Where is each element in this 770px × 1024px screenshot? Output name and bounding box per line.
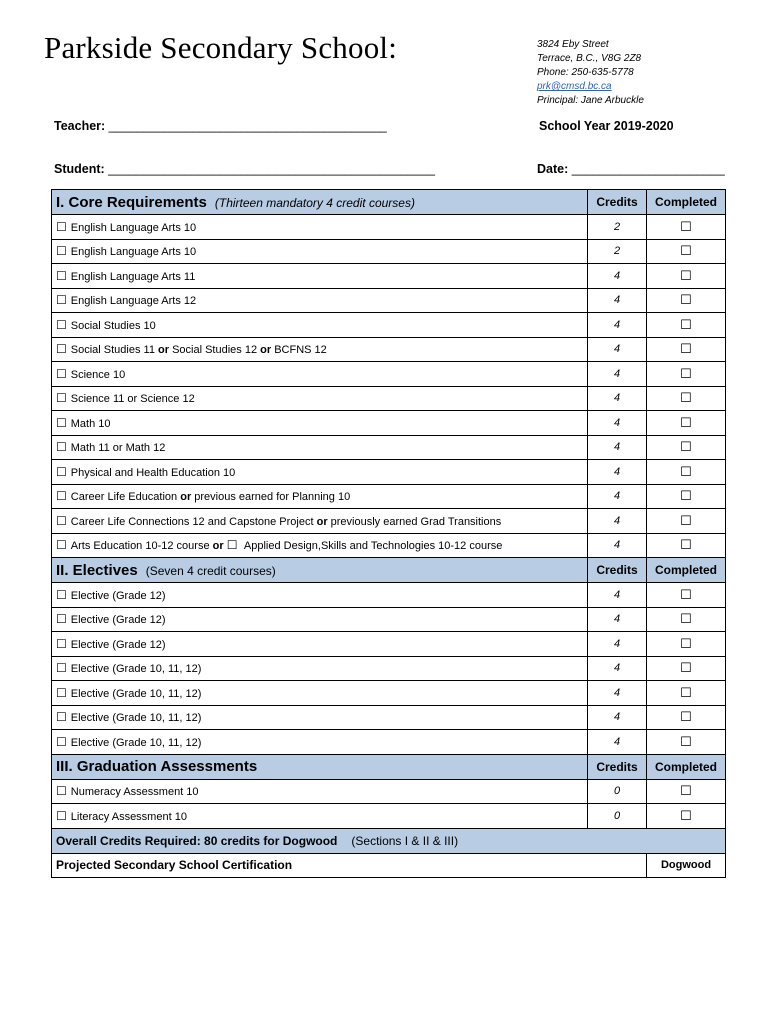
course-row [52, 730, 726, 755]
course-name-a: Career Life Connections 12 and Capstone Project [70, 515, 317, 528]
completed-checkbox[interactable]: ☐ [680, 537, 692, 553]
course-checkbox[interactable]: ☐ [56, 415, 67, 430]
course-name-b: Social Studies 12 [169, 344, 261, 357]
course-checkbox[interactable]: ☐ [56, 784, 67, 799]
section-title: III. Graduation Assessments [56, 758, 258, 775]
credits-value: 4 [588, 533, 647, 558]
course-row [52, 484, 726, 509]
overall-note: (Sections I & II & III) [351, 833, 459, 848]
section-header-electives [52, 558, 726, 583]
course-row [52, 705, 726, 730]
credits-value: 4 [588, 362, 647, 387]
completed-checkbox[interactable]: ☐ [680, 218, 692, 234]
course-name: English Language Arts 12 [70, 295, 197, 308]
course-name: Elective (Grade 10, 11, 12) [70, 687, 202, 700]
course-name-a: Career Life Education [70, 491, 181, 504]
teacher-field [54, 119, 387, 133]
completed-cell [647, 730, 726, 755]
completed-checkbox[interactable]: ☐ [680, 365, 692, 381]
section-note: (Thirteen mandatory 4 credit courses) [214, 195, 415, 210]
section-title: II. Electives [56, 561, 138, 579]
alt-course-checkbox[interactable]: ☐ [226, 538, 238, 553]
course-checkbox[interactable]: ☐ [56, 391, 67, 406]
course-checkbox[interactable]: ☐ [56, 244, 67, 259]
or-word: or [316, 515, 328, 528]
course-row [52, 804, 726, 829]
course-cell [52, 779, 588, 804]
completed-cell [647, 313, 726, 338]
completed-cell [647, 264, 726, 289]
course-cell [52, 804, 588, 829]
completed-checkbox[interactable]: ☐ [680, 439, 692, 455]
credits-value: 0 [588, 779, 647, 804]
date-line[interactable]: ______________________ [571, 162, 725, 176]
course-checkbox[interactable]: ☐ [56, 293, 67, 308]
course-cell [52, 362, 588, 387]
completed-cell [647, 362, 726, 387]
course-checkbox[interactable]: ☐ [56, 440, 67, 455]
completed-checkbox[interactable]: ☐ [680, 488, 692, 504]
course-checkbox[interactable]: ☐ [56, 366, 67, 381]
course-cell [52, 681, 588, 706]
completed-checkbox[interactable]: ☐ [680, 660, 692, 676]
projected-row [52, 853, 726, 878]
course-row [52, 607, 726, 632]
section-title-cell [52, 754, 588, 779]
address-line-2: Terrace, B.C., V8G 2Z8 [537, 53, 642, 64]
or-word: or [260, 344, 272, 357]
credits-value: 4 [588, 656, 647, 681]
credits-value: 4 [588, 705, 647, 730]
course-cell [52, 264, 588, 289]
course-cell [52, 386, 588, 411]
completed-checkbox[interactable]: ☐ [680, 292, 692, 308]
date-field [537, 162, 725, 176]
completed-checkbox[interactable]: ☐ [680, 586, 692, 602]
section-header-core [52, 190, 726, 215]
course-row [52, 362, 726, 387]
course-cell [52, 607, 588, 632]
overall-credits-cell [52, 828, 726, 853]
school-name: Parkside Secondary School: [44, 30, 398, 65]
completed-checkbox[interactable]: ☐ [680, 783, 692, 799]
student-label: Student: [54, 162, 105, 176]
teacher-label: Teacher: [54, 119, 106, 133]
course-name: Elective (Grade 12) [70, 638, 166, 651]
completed-cell [647, 288, 726, 313]
credits-value: 4 [588, 460, 647, 485]
course-name: Math 11 or Math 12 [70, 442, 166, 455]
course-row [52, 681, 726, 706]
or-word: or [212, 540, 224, 553]
course-checkbox[interactable]: ☐ [56, 612, 67, 627]
course-name-b: Applied Design,Skills and Technologies 10-12 course [241, 540, 503, 553]
credits-value: 4 [588, 435, 647, 460]
completed-checkbox[interactable]: ☐ [680, 733, 692, 749]
completed-checkbox[interactable]: ☐ [680, 267, 692, 283]
completed-checkbox[interactable]: ☐ [680, 807, 692, 823]
course-cell [52, 656, 588, 681]
student-field [54, 162, 435, 176]
course-name: English Language Arts 11 [70, 270, 196, 283]
completed-cell [647, 215, 726, 240]
course-name: Elective (Grade 12) [70, 614, 166, 627]
course-cell [52, 337, 588, 362]
course-checkbox[interactable]: ☐ [56, 342, 67, 357]
completed-cell [647, 239, 726, 264]
course-row [52, 632, 726, 657]
course-cell [52, 705, 588, 730]
completed-cell [647, 411, 726, 436]
course-name-b: previously earned Grad Transitions [327, 515, 502, 528]
overall-credits: Overall Credits Required: 80 credits for Dogwood [56, 833, 338, 848]
or-word: or [180, 491, 192, 504]
credits-value: 4 [588, 730, 647, 755]
course-row [52, 239, 726, 264]
course-name-b: previous earned for Planning 10 [191, 491, 351, 504]
course-row [52, 583, 726, 608]
completed-checkbox[interactable]: ☐ [680, 709, 692, 725]
completed-checkbox[interactable]: ☐ [680, 390, 692, 406]
course-cell [52, 288, 588, 313]
course-name: Elective (Grade 10, 11, 12) [70, 712, 202, 725]
completed-checkbox[interactable]: ☐ [680, 463, 692, 479]
overall-credits-row [52, 828, 726, 853]
course-cell [52, 313, 588, 338]
completed-checkbox[interactable]: ☐ [680, 611, 692, 627]
course-row [52, 460, 726, 485]
course-cell [52, 435, 588, 460]
completed-checkbox[interactable]: ☐ [680, 341, 692, 357]
course-row [52, 656, 726, 681]
completed-cell [647, 460, 726, 485]
date-label: Date: [537, 162, 569, 176]
course-row [52, 313, 726, 338]
credits-value: 4 [588, 386, 647, 411]
course-name: Physical and Health Education 10 [70, 466, 236, 479]
course-checkbox[interactable]: ☐ [56, 685, 67, 700]
completed-cell [647, 509, 726, 534]
course-checkbox[interactable]: ☐ [56, 317, 67, 332]
credits-value: 4 [588, 632, 647, 657]
course-row [52, 509, 726, 534]
projected-label-cell [52, 853, 647, 878]
course-cell [52, 215, 588, 240]
completed-cell [647, 337, 726, 362]
credits-value: 4 [588, 509, 647, 534]
course-name: Science 10 [70, 368, 126, 381]
credits-value: 2 [588, 239, 647, 264]
course-name: English Language Arts 10 [70, 246, 197, 259]
course-name: Social Studies 10 [70, 319, 156, 332]
completed-cell [647, 681, 726, 706]
course-name: Science 11 or Science 12 [70, 393, 195, 406]
credits-header: Credits [588, 190, 647, 215]
credits-value: 2 [588, 215, 647, 240]
course-checkbox[interactable]: ☐ [56, 587, 67, 602]
completed-header: Completed [647, 190, 726, 215]
completed-cell [647, 779, 726, 804]
course-row [52, 435, 726, 460]
course-checkbox[interactable]: ☐ [56, 710, 67, 725]
course-name: Elective (Grade 12) [70, 589, 166, 602]
projected-value: Dogwood [647, 853, 726, 878]
course-checkbox[interactable]: ☐ [56, 489, 67, 504]
credits-value: 4 [588, 313, 647, 338]
credits-value: 4 [588, 411, 647, 436]
principal: Principal: Jane Arbuckle [537, 95, 644, 106]
credits-value: 4 [588, 484, 647, 509]
section-header-assessments [52, 754, 726, 779]
completed-checkbox[interactable]: ☐ [680, 684, 692, 700]
credits-value: 4 [588, 288, 647, 313]
school-year: School Year 2019-2020 [539, 119, 674, 133]
section-title-cell [52, 190, 588, 215]
completed-checkbox[interactable]: ☐ [680, 243, 692, 259]
course-checkbox[interactable]: ☐ [56, 734, 67, 749]
course-cell [52, 533, 588, 558]
completed-cell [647, 705, 726, 730]
completed-cell [647, 583, 726, 608]
completed-cell [647, 656, 726, 681]
completed-cell [647, 435, 726, 460]
phone: Phone: 250-635-5778 [537, 67, 634, 78]
section-title: I. Core Requirements [56, 193, 207, 211]
course-cell [52, 730, 588, 755]
credits-header: Credits [588, 558, 647, 583]
completed-cell [647, 533, 726, 558]
section-title-cell [52, 558, 588, 583]
course-checkbox[interactable]: ☐ [56, 268, 67, 283]
course-checkbox[interactable]: ☐ [56, 538, 67, 553]
completed-cell [647, 804, 726, 829]
section-note: (Seven 4 credit courses) [145, 563, 276, 578]
completed-cell [647, 386, 726, 411]
course-cell [52, 632, 588, 657]
course-row [52, 386, 726, 411]
student-line[interactable]: _______________________________________________ [108, 162, 435, 176]
course-name: Numeracy Assessment 10 [70, 786, 199, 799]
course-name-a: Arts Education 10-12 course [70, 540, 213, 553]
course-cell [52, 484, 588, 509]
course-row [52, 215, 726, 240]
course-row [52, 337, 726, 362]
course-cell [52, 411, 588, 436]
course-row [52, 779, 726, 804]
credits-value: 4 [588, 264, 647, 289]
completed-cell [647, 632, 726, 657]
address-line-1: 3824 Eby Street [537, 39, 609, 50]
completed-checkbox[interactable]: ☐ [680, 316, 692, 332]
course-name: Literacy Assessment 10 [70, 810, 187, 823]
school-address [537, 38, 644, 108]
completed-cell [647, 484, 726, 509]
completed-checkbox[interactable]: ☐ [680, 512, 692, 528]
course-name: English Language Arts 10 [70, 221, 197, 234]
course-cell [52, 460, 588, 485]
completed-header: Completed [647, 558, 726, 583]
course-name: Elective (Grade 10, 11, 12) [70, 663, 202, 676]
or-word: or [158, 344, 170, 357]
email-link[interactable]: prk@cmsd.bc.ca [537, 81, 612, 92]
course-name: Math 10 [70, 417, 111, 430]
course-checkbox[interactable]: ☐ [56, 219, 67, 234]
completed-checkbox[interactable]: ☐ [680, 414, 692, 430]
course-checkbox[interactable]: ☐ [56, 513, 67, 528]
course-row [52, 288, 726, 313]
course-checkbox[interactable]: ☐ [56, 636, 67, 651]
course-checkbox[interactable]: ☐ [56, 661, 67, 676]
course-row [52, 533, 726, 558]
course-cell [52, 509, 588, 534]
requirements-table [51, 189, 726, 878]
credits-header: Credits [588, 754, 647, 779]
course-row [52, 411, 726, 436]
credits-value: 4 [588, 607, 647, 632]
credits-value: 4 [588, 337, 647, 362]
course-name-c: BCFNS 12 [271, 344, 327, 357]
course-row [52, 264, 726, 289]
course-cell [52, 583, 588, 608]
credits-value: 4 [588, 583, 647, 608]
course-name-a: Social Studies 11 [70, 344, 159, 357]
projected-label: Projected Secondary School Certification [56, 858, 293, 873]
course-checkbox[interactable]: ☐ [56, 464, 67, 479]
course-checkbox[interactable]: ☐ [56, 808, 67, 823]
credits-value: 4 [588, 681, 647, 706]
completed-checkbox[interactable]: ☐ [680, 635, 692, 651]
credits-value: 0 [588, 804, 647, 829]
completed-cell [647, 607, 726, 632]
teacher-line[interactable]: ________________________________________ [108, 119, 387, 133]
course-cell [52, 239, 588, 264]
completed-header: Completed [647, 754, 726, 779]
course-name: Elective (Grade 10, 11, 12) [70, 736, 202, 749]
